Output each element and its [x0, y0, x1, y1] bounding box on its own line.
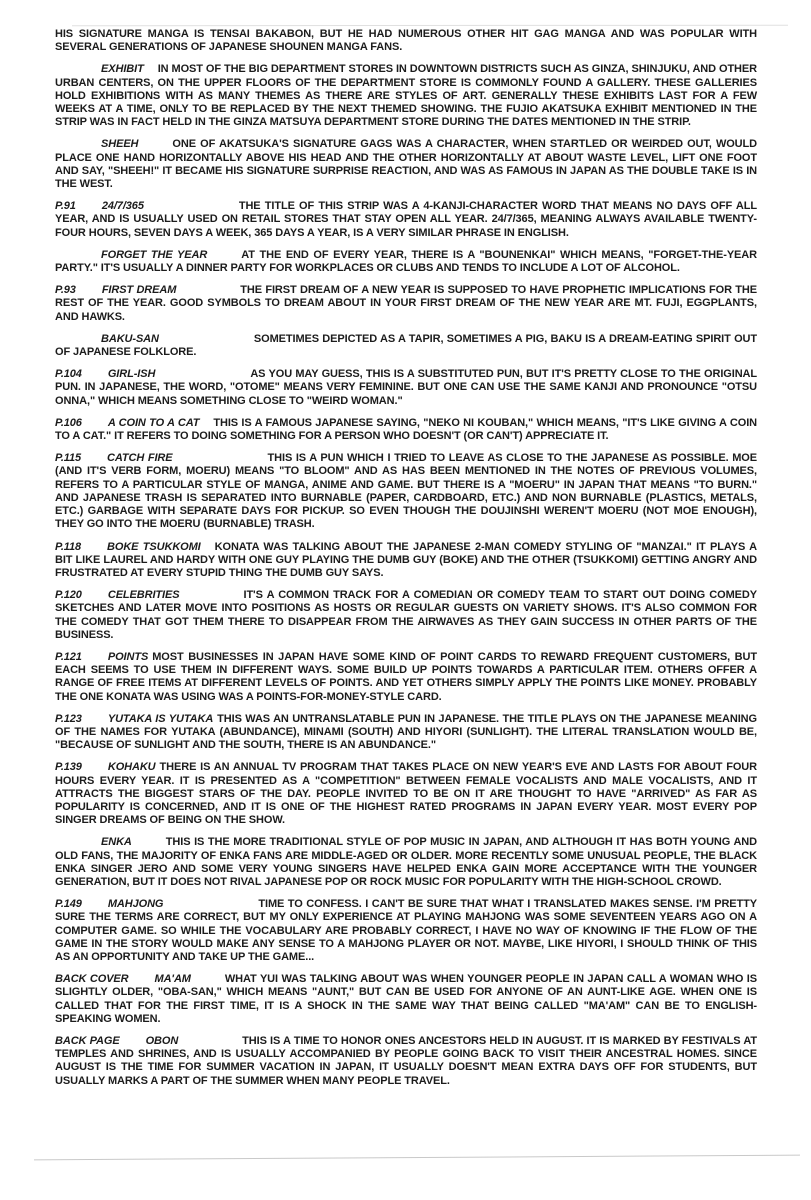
note-body: THERE IS AN ANNUAL TV PROGRAM THAT TAKES PLACE ON NEW YEAR'S EVE AND LASTS FOR ABOUT FOUR HOURS EVERY YEAR. IT IS PRESENTED AS A "COMPETITION" BETWEEN FEMALE VOCALISTS AND MALE VOCALISTS, AND IT ATTRACTS THE BIGGEST STARS OF THE DAY. PEOPLE INVITED TO BE ON IT ARE THOUGHT TO HAVE "ARRIVED" AS FAR AS POPULARITY IS CONCERNED, AND IT IS ONE OF THE HIGHEST RATED PROGRAMS IN JAPAN EVERY YEAR. MOST EVERY POP SINGER DREAMS OF BEING ON THE SHOW.: [55, 761, 757, 827]
note-page-label: BACK COVER: [55, 973, 129, 986]
note-24-7-365: [55, 200, 757, 240]
note-title: CELEBRITIES: [107, 589, 180, 602]
note-title: ENKA: [101, 836, 132, 849]
note-enka: [55, 836, 757, 889]
note-body: TIME TO CONFESS. I CAN'T BE SURE THAT WHAT I TRANSLATED MAKES SENSE. I'M PRETTY SURE THE TERMS ARE CORRECT, BUT MY ONLY EXPERIENCE AT PLAYING MAHJONG WAS SOME SEVENTEEN YEARS AGO ON A COMPUTER GAME. SO WHILE THE VOCABULARY ARE PROBABLY CORRECT, I HAVE NO WAY OF KNOWING IF THE FLOW OF THE GAME IN THE STORY WOULD MAKE ANY SENSE TO A MAHJONG PLAYER OR NOT. MAYBE, LIKE HIYORI, I SHOULD THINK OF THIS AS AN OPPORTUNITY AND TAKE UP THE GAME...: [55, 898, 757, 963]
note-exhibit: [55, 63, 757, 129]
note-page-label: P.91: [55, 200, 76, 213]
note-page-label: P.104: [55, 368, 82, 381]
note-sheeh: [55, 138, 757, 191]
note-body: THE FIRST DREAM OF A NEW YEAR IS SUPPOSED TO HAVE PROPHETIC IMPLICATIONS FOR THE REST OF THE YEAR. GOOD SYMBOLS TO DREAM ABOUT IN YOUR FIRST DREAM OF THE NEW YEAR ARE MT. FUJI, EGGPLANTS, AND HAWKS.: [55, 284, 757, 323]
note-title: EXHIBIT: [101, 63, 144, 76]
note-kohaku: [55, 761, 757, 827]
note-body: ONE OF AKATSUKA'S SIGNATURE GAGS WAS A CHARACTER, WHEN STARTLED OR WEIRDED OUT, WOULD PLACE ONE HAND HORIZONTALLY ABOVE HIS HEAD AND THE OTHER HORIZONTALLY AT ABOUT WASTE LEVEL, LIFT ONE FOOT AND SAY, "SHEEH!" IT BECAME HIS SIGNATURE SURPRISE REACTION, AND WAS AS FAMOUS IN JAPAN AS THE DOUBLE TAKE IS IN THE WEST.: [55, 138, 757, 191]
note-body: THIS IS A TIME TO HONOR ONES ANCESTORS HELD IN AUGUST. IT IS MARKED BY FESTIVALS AT TEMPLES AND SHRINES, AND IS USUALLY ACCOMPANIED BY PEOPLE GOING BACK TO VISIT THEIR ANCESTRAL HOMES. SINCE AUGUST IS THE TIME FOR SUMMER VACATION IN JAPAN, IT USUALLY DOESN'T MEAN EXTRA DAYS OFF FOR STUDENTS, BUT USUALLY MARKS A PART OF THE SUMMER WHEN MANY PEOPLE TRAVEL.: [55, 1035, 757, 1087]
note-title: FIRST DREAM: [101, 284, 177, 297]
note-page-label: P.123: [55, 712, 82, 725]
note-page-label: P.149: [55, 898, 82, 911]
note-first-dream: [55, 284, 757, 324]
note-page-label: P.93: [55, 284, 76, 297]
note-yutaka-is-yutaka: [55, 713, 757, 753]
note-body: THIS IS A PUN WHICH I TRIED TO LEAVE AS CLOSE TO THE JAPANESE AS POSSIBLE. MOE (AND IT'S VERB FORM, MOERU) MEANS "TO BLOOM" AND AS HAS BEEN MENTIONED IN THE NOTES OF PREVIOUS VOLUMES, REFERS TO A PARTICULAR STYLE OF MANGA, ANIME AND GAME. BUT THERE IS A "MOERU" IN JAPAN THAT MEANS "TO BURN." AND JAPANESE TRASH IS SEPARATED INTO BURNABLE (PAPER, CARDBOARD, ETC.) AND NON BURNABLE (PLASTICS, METALS, ETC.) GARBAGE WITH SEPARATE DAYS FOR PICKUP. SO EVEN THOUGH THE DOUJINSHI WEREN'T MOERU (NOT MOE ENOUGH), THEY GO INTO THE MOERU (BURNABLE) TRASH.: [55, 452, 758, 531]
note-title: FORGET THE YEAR: [101, 248, 208, 261]
note-body: KONATA WAS TALKING ABOUT THE JAPANESE 2-MAN COMEDY STYLING OF "MANZAI." IT PLAYS A BIT LIKE LAUREL AND HARDY WITH ONE GUY PLAYING THE DUMB GUY (BOKE) AND THE OTHER (TSUKKOMI) GETTING ANGRY AND FRUSTRATED AT EVERY STUPID THING THE DUMB GUY SAYS.: [55, 540, 757, 579]
note-boke-tsukkomi: [55, 541, 757, 581]
note-title: SHEEH: [101, 138, 139, 151]
note-title: A COIN TO A CAT: [107, 416, 200, 429]
note-page-label: P.139: [55, 761, 82, 774]
note-body: WHAT YUI WAS TALKING ABOUT WAS WHEN YOUNGER PEOPLE IN JAPAN CALL A WOMAN WHO IS SLIGHTLY OLDER, "OBA-SAN," WHICH MEANS "AUNT," BUT CAN BE USED FOR ANYONE OF AN AUNT-LIKE AGE. WHEN ONE IS CALLED THAT FOR THE FIRST TIME, IT IS A SHOCK IN THE SAME WAY THAT BEING CALLED "MA'AM" CAN BE TO ENGLISH-SPEAKING WOMEN.: [55, 973, 757, 1025]
note-page-label: P.115: [55, 452, 82, 465]
note-title: YUTAKA IS YUTAKA: [107, 712, 214, 725]
note-points: [55, 651, 757, 704]
note-body: MOST BUSINESSES IN JAPAN HAVE SOME KIND OF POINT CARDS TO REWARD FREQUENT CUSTOMERS, BUT EACH SEEMS TO USE THEM IN DIFFERENT WAYS. SOME BUILD UP POINTS TOWARDS A PARTICULAR ITEM. OTHERS OFFER A RANGE OF FREE ITEMS AT DIFFERENT LEVELS OF POINTS. AND YET OTHERS SIMPLY APPLY THE POINTS LIKE MONEY. PROBABLY THE ONE KONATA WAS USING WAS A POINTS-FOR-MONEY-STYLE CARD.: [55, 650, 757, 703]
note-obon: [55, 1035, 757, 1088]
note-title: CATCH FIRE: [107, 452, 173, 465]
note-body: IT'S A COMMON TRACK FOR A COMEDIAN OR COMEDY TEAM TO START OUT DOING COMEDY SKETCHES AND LATER MOVE INTO POSITIONS AS HOSTS OR REGULAR GUESTS ON VARIETY SHOWS. IT'S ALSO COMMON FOR THE COMEDY THAT GOT THEM THERE TO DISAPPEAR FROM THE AIRWAVES AS THEY GAIN SUCCESS IN OTHER PARTS OF THE BUSINESS.: [55, 589, 757, 641]
note-body: SOMETIMES DEPICTED AS A TAPIR, SOMETIMES A PIG, BAKU IS A DREAM-EATING SPIRIT OUT OF JAPANESE FOLKLORE.: [55, 332, 757, 359]
note-intro: [55, 28, 757, 54]
note-catch-fire: [55, 452, 757, 531]
note-mahjong: [55, 898, 757, 964]
note-title: KOHAKU: [107, 761, 156, 774]
note-page-label: P.118: [55, 540, 82, 553]
note-girl-ish: [55, 368, 757, 408]
note-page-label: P.121: [55, 650, 82, 663]
note-body: HIS SIGNATURE MANGA IS TENSAI BAKABON, BUT HE HAD NUMEROUS OTHER HIT GAG MANGA AND WAS POPULAR WITH SEVERAL GENERATIONS OF JAPANESE SHOUNEN MANGA FANS.: [55, 28, 757, 54]
note-title: MA'AM: [154, 973, 191, 986]
note-forget-the-year: [55, 249, 757, 275]
note-title: POINTS: [107, 650, 149, 663]
note-body: AS YOU MAY GUESS, THIS IS A SUBSTITUTED PUN, BUT IT'S PRETTY CLOSE TO THE ORIGINAL PUN. IN JAPANESE, THE WORD, "OTOME" MEANS VERY FEMININE. BUT ONE CAN USE THE SAME KANJI AND PRONOUNCE "OTSU ONNA," WHICH MEANS SOMETHING CLOSE TO "WEIRD WOMAN.": [55, 368, 757, 407]
note-celebrities: [55, 589, 757, 642]
note-title: BOKE TSUKKOMI: [107, 540, 201, 553]
note-a-coin-to-a-cat: [55, 417, 757, 443]
note-body: THIS IS A FAMOUS JAPANESE SAYING, "NEKO NI KOUBAN," WHICH MEANS, "IT'S LIKE GIVING A COIN TO A CAT." IT REFERS TO DOING SOMETHING FOR A PERSON WHO DOESN'T (OR CAN'T) APPRECIATE IT.: [55, 416, 757, 443]
note-title: BAKU-SAN: [101, 332, 159, 345]
note-page-label: P.106: [55, 416, 82, 429]
note-page-label: BACK PAGE: [55, 1035, 120, 1047]
note-title: MAHJONG: [107, 898, 164, 911]
note-body: THIS IS THE MORE TRADITIONAL STYLE OF POP MUSIC IN JAPAN, AND ALTHOUGH IT HAS BOTH YOUNG AND OLD FANS, THE MAJORITY OF ENKA FANS ARE MIDDLE-AGED OR OLDER. MORE RECENTLY SOME UNUSUAL PEOPLE, THE BLACK ENKA SINGER JERO AND SOME VERY YOUNG SINGERS HAVE HELPED ENKA GAIN MORE ACCEPTANCE WITH THE YOUNGER GENERATION, BUT IT DOES NOT RIVAL JAPANESE POP OR ROCK MUSIC FOR POPULARITY WITH THE HIGH-SCHOOL CROWD.: [55, 836, 757, 888]
note-title: GIRL-ISH: [107, 368, 156, 381]
note-body: AT THE END OF EVERY YEAR, THERE IS A "BOUNENKAI" WHICH MEANS, "FORGET-THE-YEAR PARTY." IT'S USUALLY A DINNER PARTY FOR WORKPLACES OR CLUBS AND TENDS TO INCLUDE A LOT OF ALCOHOL.: [55, 248, 757, 275]
note-body: THIS WAS AN UNTRANSLATABLE PUN IN JAPANESE. THE TITLE PLAYS ON THE JAPANESE MEANING OF THE NAMES FOR YUTAKA (ABUNDANCE), MINAMI (SOUTH) AND HIYORI (SUNLIGHT). THE LITERAL TRANSLATION WOULD BE, "BECAUSE OF SUNLIGHT AND THE SOUTH, THERE IS AN ABUNDANCE.": [55, 712, 757, 752]
note-maam: [55, 973, 757, 1026]
note-body: IN MOST OF THE BIG DEPARTMENT STORES IN DOWNTOWN DISTRICTS SUCH AS GINZA, SHINJUKU, AND OTHER URBAN CENTERS, ON THE UPPER FLOORS OF THE DEPARTMENT STORE IS COMMONLY FOUND A GALLERY. THESE GALLERIES HOLD EXHIBITIONS WITH AS MANY THEMES AS THERE ARE STYLES OF ART. GENERALLY THESE EXHIBITS LAST FOR A FEW WEEKS AT A TIME, ONLY TO BE REPLACED BY THE NEXT THEMED SHOWING. THE FUJIO AKATSUKA EXHIBIT MENTIONED IN THE STRIP WAS IN FACT HELD IN THE GINZA MATSUYA DEPARTMENT STORE DURING THE DATES MENTIONED IN THE STRIP.: [55, 63, 757, 129]
note-title: OBON: [145, 1035, 179, 1047]
note-title: 24/7/365: [101, 200, 144, 213]
note-baku-san: [55, 333, 757, 359]
note-page-label: P.120: [55, 589, 82, 602]
note-body: THE TITLE OF THIS STRIP WAS A 4-KANJI-CHARACTER WORD THAT MEANS NO DAYS OFF ALL YEAR, AND IS USUALLY USED ON RETAIL STORES THAT STAY OPEN ALL YEAR. 24/7/365, MEANING ALWAYS AVAILABLE TWENTY-FOUR HOURS, SEVEN DAYS A WEEK, 365 DAYS A YEAR, IS A VERY SIMILAR PHRASE IN ENGLISH.: [55, 200, 757, 239]
